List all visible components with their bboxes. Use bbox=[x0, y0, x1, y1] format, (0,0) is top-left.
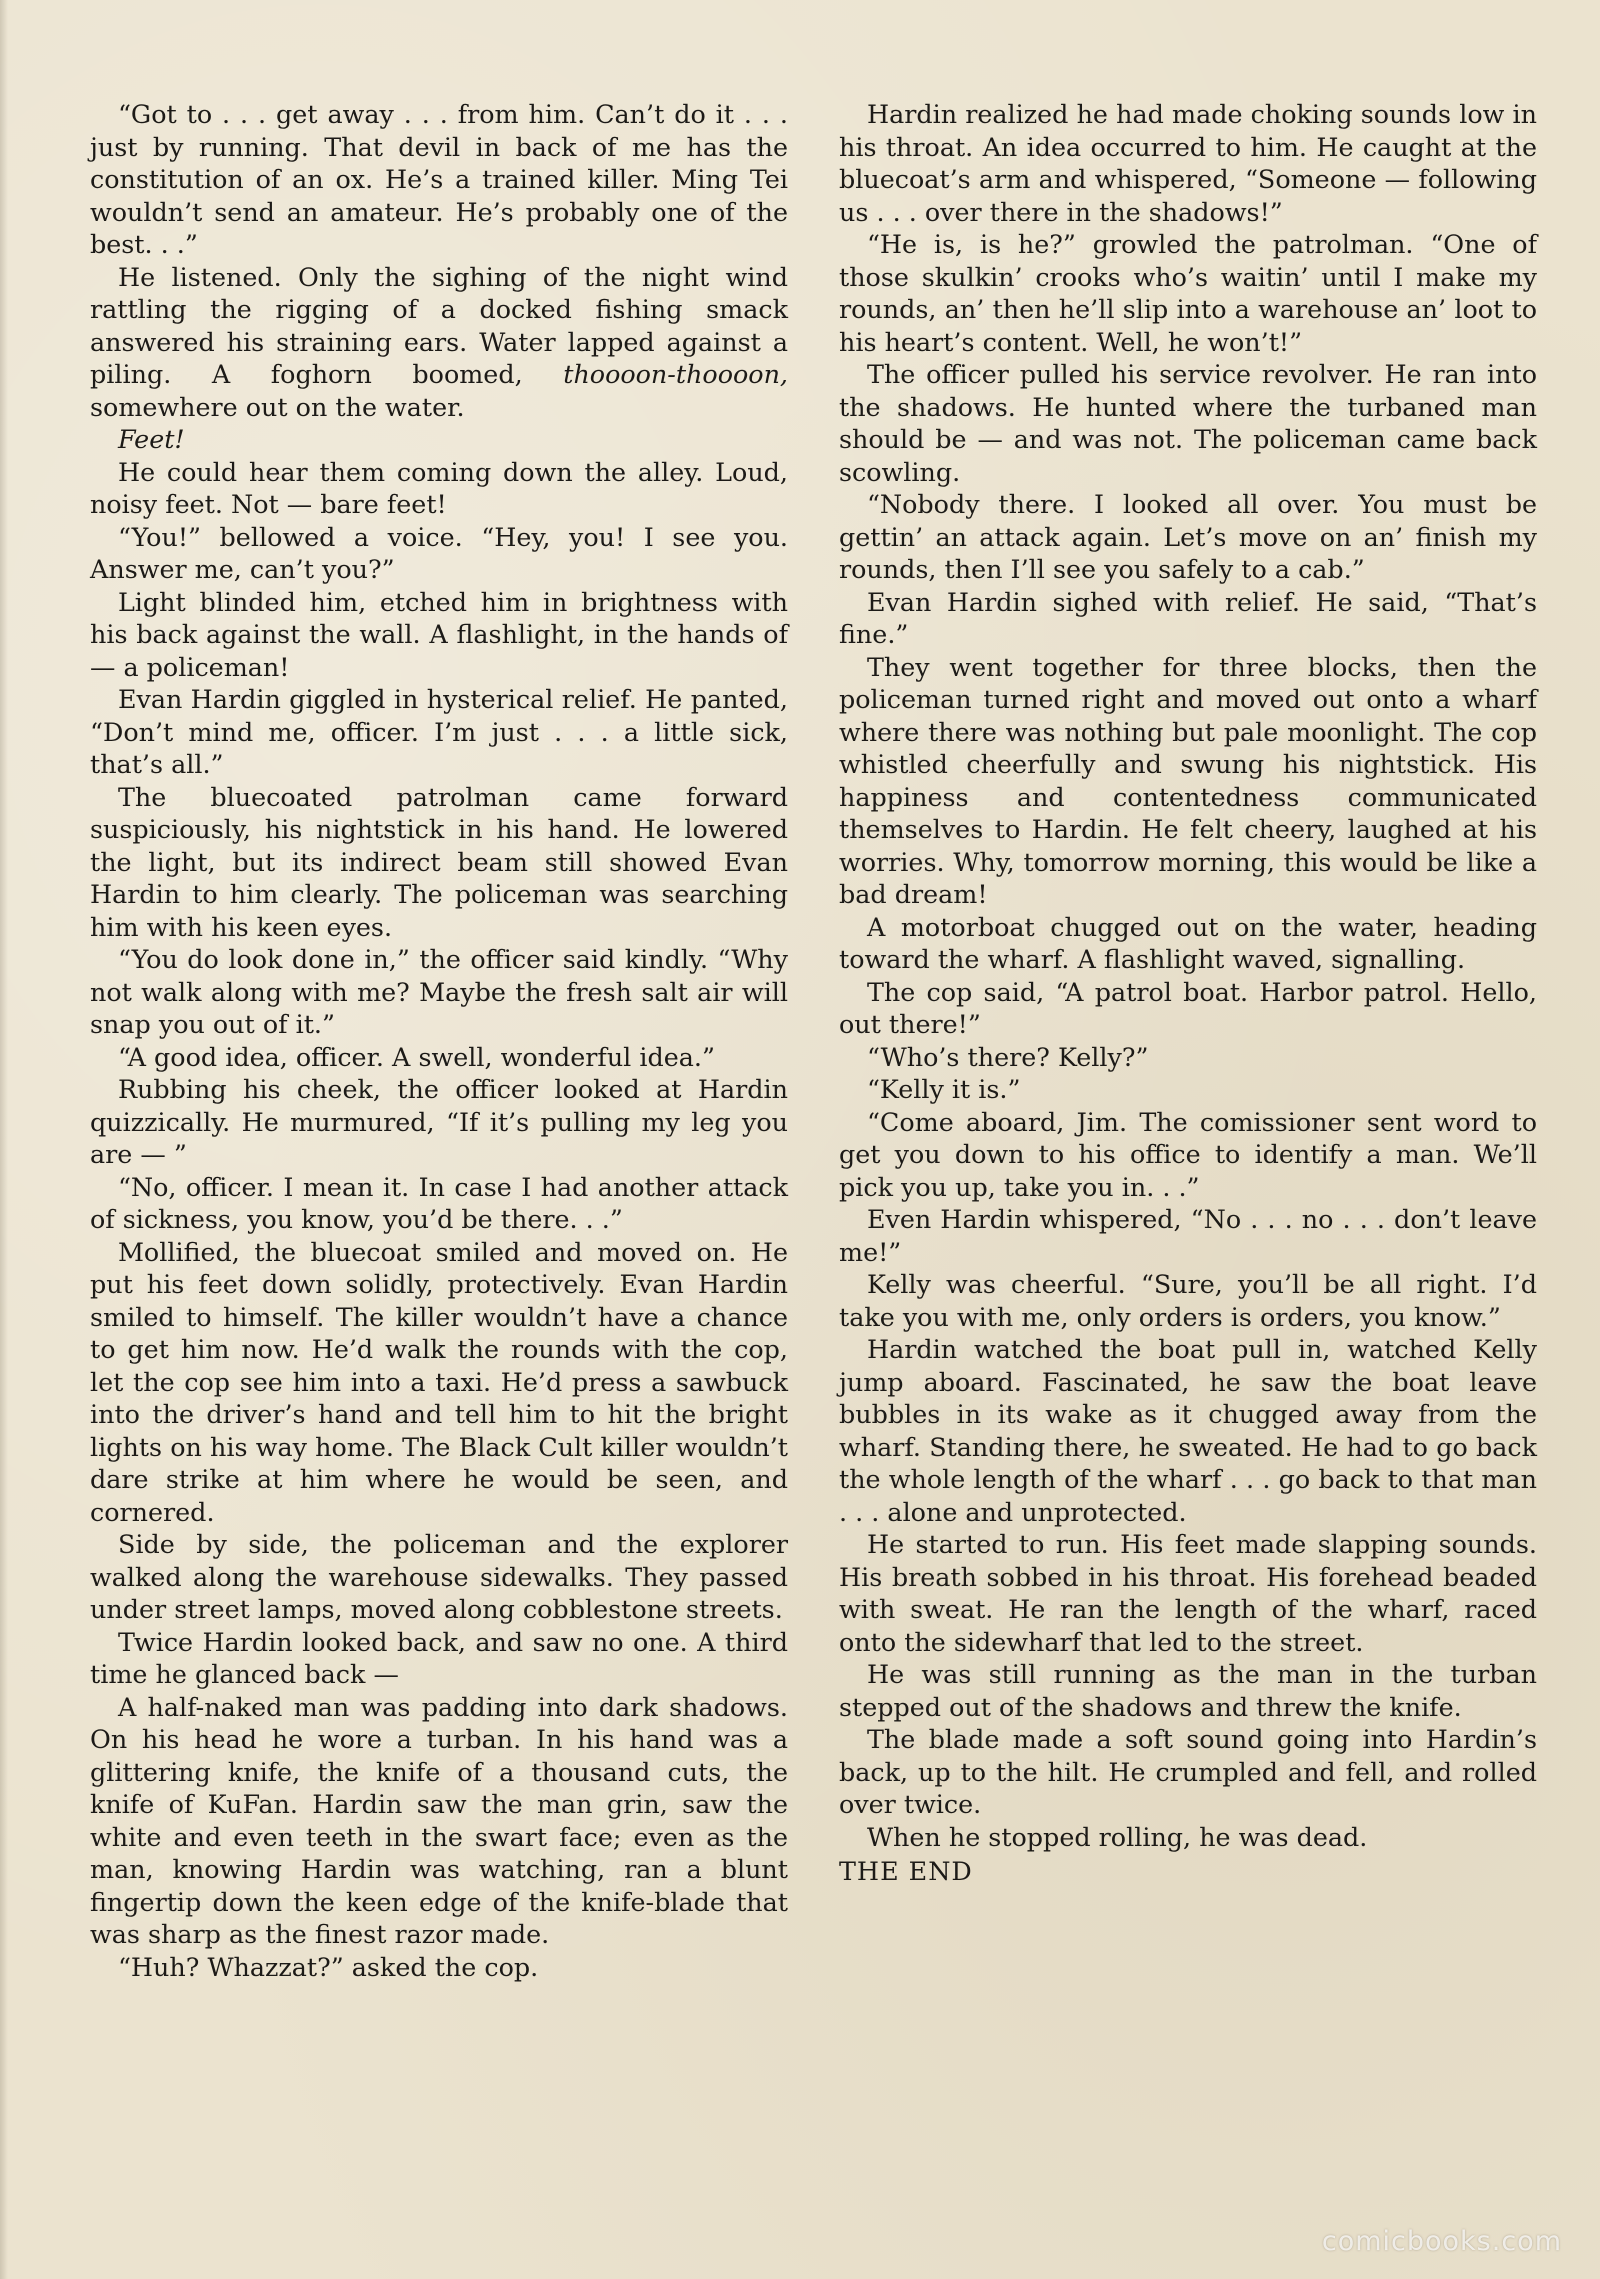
paragraph: The cop said, “A patrol boat. Harbor patrol. Hello, out there!” bbox=[839, 976, 1537, 1039]
paragraph: Evan Hardin giggled in hysterical relief. He panted, “Don’t mind me, officer. I’m just . . . a little sick, that’s all.” bbox=[90, 684, 788, 779]
paragraph: “Who’s there? Kelly?” bbox=[866, 1041, 1149, 1072]
paragraph: He could hear them coming down the alley. Loud, noisy feet. Not — bare feet! bbox=[90, 456, 788, 519]
paragraph: Mollified, the bluecoat smiled and moved on. He put his feet down solidly, protectively. Evan Hardin smiled to himself. The killer wouldn’t have a chance to get him now. He’d walk the rounds with the cop, let the cop see him into a taxi. He’d press a sawbuck into the driver’s hand and tell him to hit the bright lights on his way home. The Black Cult killer wouldn’t dare strike at him where he would be seen, and cornered. bbox=[90, 1236, 788, 1527]
paragraph: Feet! bbox=[117, 424, 185, 454]
paragraph: “You do look done in,” the officer said kindly. “Why not walk along with me? Maybe the fresh salt air will snap you out of it.” bbox=[90, 944, 788, 1039]
paragraph: “Huh? Whazzat?” asked the cop. bbox=[117, 1951, 539, 1982]
paragraph: “No, officer. I mean it. In case I had another attack of sickness, you know, you’d be there. . .” bbox=[90, 1171, 788, 1234]
paragraph: “Come aboard, Jim. The comissioner sent word to get you down to his office to identify a man. We’ll pick you up, take you in. . .” bbox=[839, 1106, 1537, 1202]
paragraph: When he stopped rolling, he was dead. bbox=[866, 1821, 1368, 1852]
paragraph: He started to run. His feet made slapping sounds. His breath sobbed in his throat. His forehead beaded with sweat. He ran the length of the wharf, raced onto the sidewharf that led to the street. bbox=[839, 1529, 1537, 1657]
paragraph: “Kelly it is.” bbox=[866, 1074, 1021, 1104]
paragraph: The officer pulled his service revolver. He ran into the shadows. He hunted where the turbaned man should be — and was not. The policeman came back scowling. bbox=[839, 359, 1537, 487]
paragraph: They went together for three blocks, then the policeman turned right and moved out onto a wharf where there was nothing but pale moonlight. The cop whistled cheerfully and swung his nightstick. His happiness and contentedness communicated themselves to Hardin. He felt cheery, laughed at his worries. Why, tomorrow morning, this would be like a bad dream! bbox=[839, 651, 1537, 909]
paragraph: Even Hardin whispered, “No . . . no . . . don’t leave me!” bbox=[839, 1204, 1537, 1267]
paragraph: Hardin realized he had made choking sounds low in his throat. An idea occurred to him. He caught at the bluecoat’s arm and whispered, “Someone — following us . . . over there in the shadows!” bbox=[839, 99, 1537, 227]
paragraph: He was still running as the man in the turban stepped out of the shadows and threw the knife. bbox=[839, 1659, 1537, 1722]
left-text-column bbox=[90, 98, 788, 1983]
page-spine-shadow bbox=[0, 0, 8, 2279]
paragraph: “He is, is he?” growled the patrolman. “One of those skulkin’ crooks who’s waitin’ until I make my rounds, an’ then he’ll slip into a warehouse an’ loot to his heart’s content. Well, he won’t!” bbox=[839, 229, 1537, 357]
paragraph: “You!” bellowed a voice. “Hey, you! I see you. Answer me, can’t you?” bbox=[90, 521, 788, 584]
paragraph: Side by side, the policeman and the explorer walked along the warehouse sidewalks. They passed under street lamps, moved along cobblestone streets. bbox=[90, 1529, 788, 1624]
paragraph: Evan Hardin sighed with relief. He said, “That’s fine.” bbox=[839, 586, 1537, 649]
the-end-label: THE END bbox=[839, 1856, 973, 1886]
paragraph: The blade made a soft sound going into Hardin’s back, up to the hilt. He crumpled and fell, and rolled over twice. bbox=[839, 1724, 1537, 1819]
paragraph: “A good idea, officer. A swell, wonderful idea.” bbox=[117, 1041, 715, 1072]
paragraph: Hardin watched the boat pull in, watched Kelly jump aboard. Fascinated, he saw the boat leave bubbles in its wake as it chugged away from the wharf. Standing there, he sweated. He had to go back the whole length of the wharf . . . go back to that man . . . alone and unprotected. bbox=[839, 1334, 1537, 1527]
paragraph: A motorboat chugged out on the water, heading toward the wharf. A flashlight waved, signalling. bbox=[839, 911, 1537, 974]
paragraph: “Got to . . . get away . . . from him. Can’t do it . . . just by running. That devil in back of me has the constitution of an ox. He’s a trained killer. Ming Tei wouldn’t send an amateur. He’s probably one of the best. . .” bbox=[90, 99, 788, 259]
paragraph: Twice Hardin looked back, and saw no one. A third time he glanced back — bbox=[90, 1626, 788, 1689]
paragraph: “Nobody there. I looked all over. You must be gettin’ an attack again. Let’s move on an’ finish my rounds, then I’ll see you safely to a cab.” bbox=[839, 489, 1537, 584]
paragraph: Rubbing his cheek, the officer looked at Hardin quizzically. He murmured, “If it’s pulling my leg you are — ” bbox=[90, 1074, 788, 1169]
paragraph: The bluecoated patrolman came forward suspiciously, his nightstick in his hand. He lowered the light, but its indirect beam still showed Evan Hardin to him clearly. The policeman was searching him with his keen eyes. bbox=[90, 781, 788, 942]
right-text-column bbox=[839, 98, 1537, 1888]
paragraph: Light blinded him, etched him in brightness with his back against the wall. A flashlight, in the hands of — a policeman! bbox=[90, 586, 788, 682]
watermark-text: comicbooks.com bbox=[1321, 2226, 1562, 2257]
paragraph: Kelly was cheerful. “Sure, you’ll be all right. I’d take you with me, only orders is orders, you know.” bbox=[839, 1269, 1537, 1332]
paragraph: He listened. Only the sighing of the night wind rattling the rigging of a docked fishing smack answered his straining ears. Water lapped against a piling. A foghorn boomed, thoooon-thoooon, somewhere out on the water. bbox=[90, 261, 788, 422]
paragraph: A half-naked man was padding into dark shadows. On his head he wore a turban. In his hand was a glittering knife, the knife of a thousand cuts, the knife of KuFan. Hardin saw the man grin, saw the white and even teeth in the swart face; even as the man, knowing Hardin was watching, ran a blunt fingertip down the keen edge of the knife-blade that was sharp as the finest razor made. bbox=[90, 1691, 788, 1949]
